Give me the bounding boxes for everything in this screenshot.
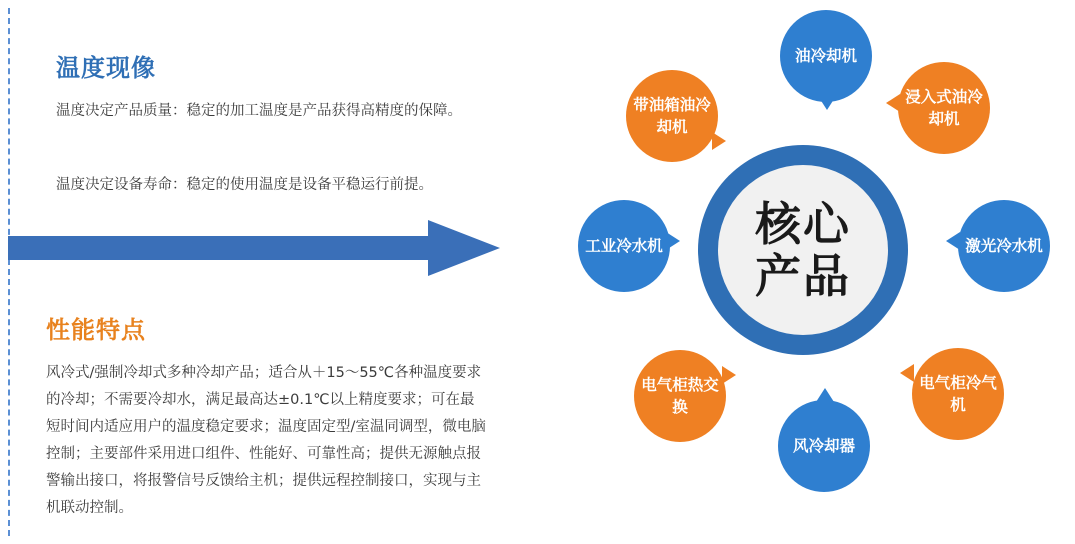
node-industrial-chiller[interactable] [578,200,670,292]
node-oil-tank-cooler[interactable] [626,70,718,162]
node-cabinet-cooling-air-label: 电气柜冷气机 [919,374,997,414]
core-products-center [698,145,908,355]
node-cabinet-heat-exchange-label: 电气柜热交换 [641,376,719,416]
node-industrial-chiller-pointer [666,232,680,250]
performance-paragraph: 风冷式/强制冷却式多种冷却产品；适合从＋15～55℃各种温度要求的冷却；不需要冷却水，满足最高达±0.1℃以上精度要求；可在最短时间内适应用户的温度稳定要求；温度固定型/室温同调型，微电脑控制；主要部件采用进口组件、性能好、可靠性高；提供无源触点报警输出接口，将报警信号反馈给主机；提供远程控制接口，实现与主机联动控制。 [46,365,486,516]
node-laser-chiller[interactable] [958,200,1050,292]
node-oil-cooler-pointer [818,96,836,110]
temperature-paragraph-1: 温度决定产品质量：稳定的加工温度是产品获得高精度的保障。 [56,103,462,119]
node-laser-chiller-label: 激光冷水机 [965,237,1043,255]
node-oil-cooler[interactable] [780,10,872,102]
node-immersion-oil-cooler[interactable] [898,62,990,154]
node-oil-cooler-label: 油冷却机 [794,47,857,65]
core-products-diagram [540,0,1075,544]
core-products-inner-circle [718,165,888,335]
node-laser-chiller-pointer [946,232,960,250]
node-immersion-oil-cooler-pointer [886,94,900,112]
node-air-cooler-pointer [816,388,834,402]
node-cabinet-heat-exchange[interactable] [634,350,726,442]
node-air-cooler[interactable] [778,400,870,492]
node-cabinet-cooling-air-pointer [900,364,914,382]
temperature-paragraph-2: 温度决定设备寿命：稳定的使用温度是设备平稳运行前提。 [56,177,433,193]
node-industrial-chiller-label: 工业冷水机 [585,237,663,255]
core-label-line2: 产品 [755,249,851,303]
node-cabinet-heat-exchange-pointer [722,366,736,384]
node-cabinet-cooling-air[interactable] [912,348,1004,440]
node-oil-tank-cooler-pointer [712,132,726,150]
core-label-line1: 核心 [755,197,851,251]
right-arrow-icon [8,218,508,278]
node-immersion-oil-cooler-label: 浸入式油冷却机 [905,88,983,128]
core-products-label [755,198,851,302]
node-oil-tank-cooler-label: 带油箱油冷却机 [633,96,711,136]
section-title-temperature: 温度现像 [56,54,156,82]
node-air-cooler-label: 风冷却器 [792,437,855,455]
section-title-performance: 性能特点 [46,316,146,344]
